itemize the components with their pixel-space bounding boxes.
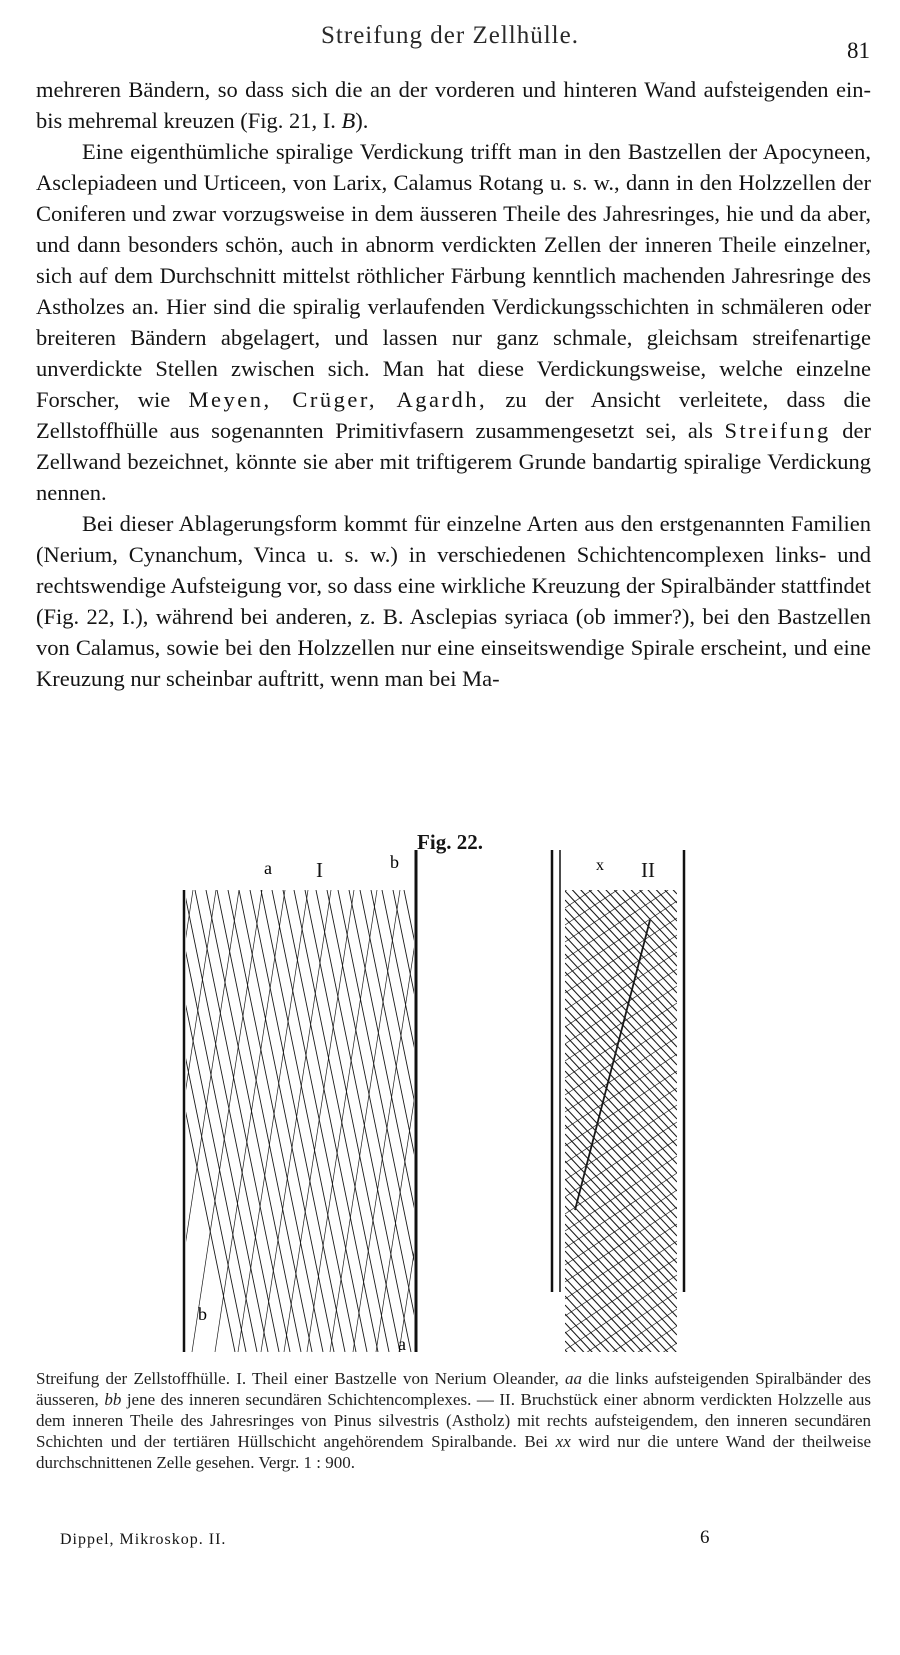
label-a-bottom: a (398, 1334, 406, 1354)
panel-label-1: I (316, 858, 323, 882)
panel-label-2: II (641, 858, 655, 882)
label-b-bottom: b (198, 1304, 207, 1324)
label-x-top: x (596, 857, 604, 874)
caption-bb: bb (104, 1390, 122, 1409)
paragraph-1-end: ). (355, 108, 369, 133)
figure-title: Fig. 22. (417, 830, 483, 854)
bast-cell-drawing (100, 850, 532, 1354)
paragraph-2-text-b: zu der Ansicht verleitete, dass die Zellstoffhülle aus sogenannten Primitivfasern zusammengesetzt sei, als (36, 387, 872, 443)
label-b-top: b (390, 852, 399, 872)
researcher-names: Meyen, Crüger, Agardh, (188, 387, 488, 412)
caption-part-a: Streifung der Zellstoffhülle. I. Theil einer Bastzelle von Nerium Oleander, (36, 1369, 565, 1388)
signature-mark: Dippel, Mikroskop. II. (60, 1531, 227, 1548)
caption-aa: aa (564, 1369, 582, 1388)
caption-part-d: wird nur die untere Wand der theilweise durchschnittenen Zelle gesehen. Vergr. 1 : 900. (36, 1432, 871, 1472)
caption-text (36, 1368, 871, 1473)
paragraph-2 (36, 136, 871, 508)
caption-xx: xx (555, 1432, 571, 1451)
figure-caption (36, 1368, 871, 1473)
paragraph-2-text-a: Eine eigenthümliche spiralige Verdickung trifft man in den Bastzellen der Apocyneen, Asclepiadeen und Urticeen, von Larix, Calamus Rotang u. s. w., dann in den Holzzellen der Coniferen und zwar vorzugsweise in dem äusseren Theile des Jahresringes, hie und da aber, und dann besonders schön, auch in abnorm verdickten Zellen der inneren Theile einzelner, sich auf dem Durchschnitt mittelst röthlicher Färbung kenntlich machenden Jahresringe des Astholzes an. Hier sind die spiralig verlaufenden Verdickungsschichten in schmäleren oder breiteren Bändern abgelagert, und lassen nur ganz schmale, gleichsam streifenartige unverdickte Stellen zwischen sich. Man hat diese Verdickungsweise, welche einzelne Forscher, wie (36, 139, 871, 412)
term-streifung: Streifung (724, 418, 831, 443)
signature-number: 6 (700, 1527, 710, 1548)
running-title: Streifung der Zellhülle. (321, 22, 579, 49)
caption-part-b: die links aufsteigenden Spiralbänder des äusseren, (36, 1369, 871, 1409)
body-text (36, 74, 871, 694)
paragraph-1 (36, 74, 871, 136)
paragraph-2-text-c: der Zellwand bezeichnet, könnte sie aber mit triftigerem Grunde bandartig spiralige Verdickung nennen. (36, 418, 872, 505)
caption-part-c: jene des inneren secundären Schichtencomplexes. — II. Bruchstück einer abnorm verdickten Holzzelle aus dem inneren Theile des Jahresringes von Pinus silvestris (Astholz) mit rechts aufsteigendem, den inneren secundären Schichten und der tertiären Hüllschicht angehörendem Spiralbande. Bei (36, 1390, 871, 1451)
page-number: 81 (847, 38, 870, 63)
label-a-top: a (264, 858, 272, 878)
figure-ref-italic: B (341, 108, 356, 133)
paragraph-1-text: mehreren Bändern, so dass sich die an der vorderen und hinteren Wand aufsteigenden ein- bis mehremal kreuzen (Fig. 21, I. (36, 77, 871, 133)
paragraph-3: Bei dieser Ablagerungsform kommt für einzelne Arten aus den erstgenannten Familien (Nerium, Cynanchum, Vinca u. s. w.) in verschiedenen Schichtencomplexen links- und rechtswendige Aufsteigung vor, so dass eine wirkliche Kreuzung der Spiralbänder stattfindet (Fig. 22, I.), während bei anderen, z. B. Asclepias syriaca (ob immer?), bei den Bastzellen von Calamus, sowie bei den Holzzellen nur eine einseitswendige Spirale erscheint, und eine Kreuzung nur scheinbar auftritt, wenn man bei Ma- (36, 511, 871, 691)
